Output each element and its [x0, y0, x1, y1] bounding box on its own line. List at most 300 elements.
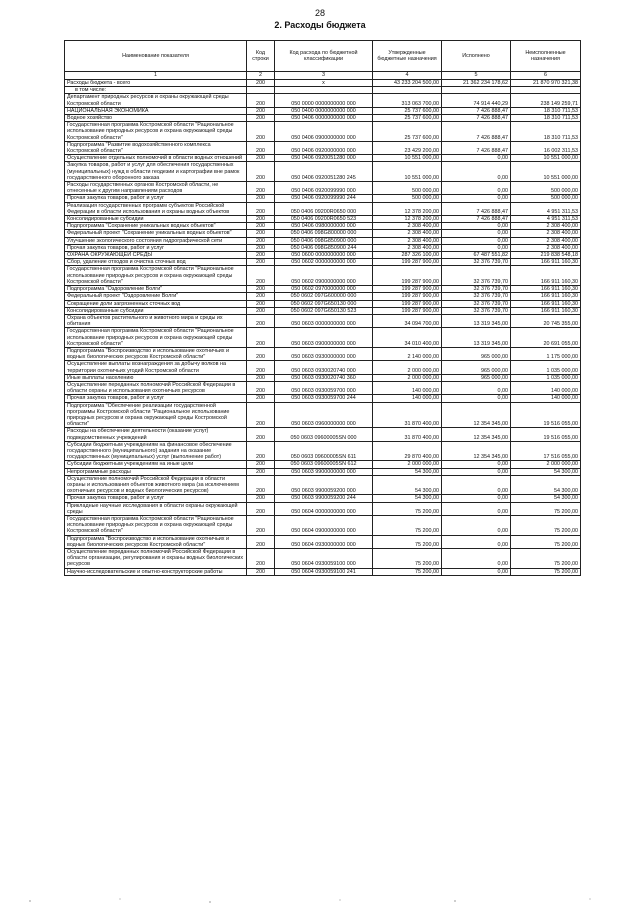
- cell-executed: 0,00: [442, 568, 511, 575]
- cell-unexecuted: 75 200,00: [511, 549, 581, 569]
- cell-class-code: 050 0603 09600005SN 612: [275, 461, 373, 468]
- cell-executed: 32 376 739,70: [442, 286, 511, 293]
- header-unexecuted: Неисполненные назначения: [511, 41, 581, 72]
- cell-executed: 74 914 440,29: [442, 94, 511, 107]
- cell-unexecuted: 219 838 548,18: [511, 252, 581, 259]
- cell-line-code: 200: [247, 223, 275, 230]
- cell-class-code: 050 0602 097G600000 000: [275, 293, 373, 300]
- cell-unexecuted: 75 200,00: [511, 535, 581, 548]
- table-row: [65, 230, 581, 237]
- cell-unexecuted: 4 951 311,53: [511, 216, 581, 223]
- table-row: [65, 374, 581, 381]
- cell-line-code: 200: [247, 230, 275, 237]
- cell-unexecuted: 166 911 160,30: [511, 307, 581, 314]
- cell-class-code: 050 0406 0920099990 244: [275, 195, 373, 202]
- cell-class-code: 050 0406 098G850900 244: [275, 244, 373, 251]
- cell-class-code: 050 0406 0980000000 000: [275, 223, 373, 230]
- cell-approved: 54 300,00: [373, 475, 442, 495]
- cell-approved: 25 737 600,00: [373, 115, 442, 122]
- cell-class-code: 050 0406 09200R0650 523: [275, 216, 373, 223]
- header-executed: Исполнено: [442, 41, 511, 72]
- cell-class-code: 050 0603 0000000000 000: [275, 314, 373, 327]
- table-row: [65, 155, 581, 162]
- cell-unexecuted: 2 308 400,00: [511, 230, 581, 237]
- cell-class-code: 050 0603 0930059700 244: [275, 395, 373, 402]
- cell-approved: 2 000 000,00: [373, 361, 442, 374]
- cell-line-code: 200: [247, 266, 275, 286]
- cell-unexecuted: 500 000,00: [511, 182, 581, 195]
- cell-line-code: 200: [247, 122, 275, 142]
- cell-unexecuted: 54 300,00: [511, 495, 581, 502]
- cell-name: Осуществление переданных полномочий Российской Федерации в области организации, регулирования и охраны водных биологических ресурсов: [65, 549, 247, 569]
- table-row: [65, 182, 581, 195]
- cell-approved: 287 326 100,00: [373, 252, 442, 259]
- cell-class-code: 050 0603 0930000000 000: [275, 347, 373, 360]
- cell-name: Прочая закупка товаров, работ и услуг: [65, 395, 247, 402]
- cell-class-code: 050 0406 09200R0650 000: [275, 202, 373, 215]
- cell-unexecuted: 1 035 000,00: [511, 374, 581, 381]
- table-row: [65, 107, 581, 114]
- section-title: 2. Расходы бюджета: [274, 20, 366, 30]
- cell-executed: 0,00: [442, 195, 511, 202]
- table-row: [65, 314, 581, 327]
- cell-executed: 0,00: [442, 155, 511, 162]
- cell-unexecuted: 166 911 160,30: [511, 266, 581, 286]
- cell-executed: 0,00: [442, 237, 511, 244]
- cell-class-code: [275, 87, 373, 94]
- table-row: [65, 381, 581, 394]
- cell-approved: 199 287 900,00: [373, 286, 442, 293]
- cell-executed: 12 354 345,00: [442, 402, 511, 428]
- cell-executed: 13 319 345,00: [442, 328, 511, 348]
- cell-line-code: 200: [247, 182, 275, 195]
- cell-name: Субсидии бюджетным учреждениям на финансовое обеспечение государственного (муниципального) задания на оказание государственных (муниципальных) услуг (выполнение работ): [65, 441, 247, 461]
- cell-name: Расходы бюджета - всего: [65, 80, 247, 87]
- cell-class-code: 050 0406 0000000000 000: [275, 115, 373, 122]
- cell-name: Сбор, удаление отходов и очистка сточных вод: [65, 259, 247, 266]
- cell-line-code: 200: [247, 244, 275, 251]
- cell-line-code: 200: [247, 202, 275, 215]
- cell-unexecuted: 140 000,00: [511, 395, 581, 402]
- cell-executed: 7 426 888,47: [442, 122, 511, 142]
- cell-executed: 32 376 739,70: [442, 293, 511, 300]
- page-number: 28: [314, 8, 325, 18]
- cell-unexecuted: 20 745 355,00: [511, 314, 581, 327]
- cell-line-code: 200: [247, 395, 275, 402]
- cell-class-code: 050 0000 0000000000 000: [275, 94, 373, 107]
- cell-line-code: 200: [247, 300, 275, 307]
- cell-class-code: 050 0406 0920051280 245: [275, 162, 373, 182]
- cell-unexecuted: 1 175 000,00: [511, 347, 581, 360]
- cell-approved: 199 287 900,00: [373, 300, 442, 307]
- cell-line-code: 200: [247, 307, 275, 314]
- cell-executed: 0,00: [442, 468, 511, 475]
- cell-executed: 0,00: [442, 549, 511, 569]
- table-row: [65, 495, 581, 502]
- cell-class-code: 050 0603 0960000000 000: [275, 402, 373, 428]
- cell-approved: 2 308 400,00: [373, 237, 442, 244]
- column-number: 1: [65, 72, 247, 80]
- header-line-code: Код строки: [247, 41, 275, 72]
- cell-line-code: 200: [247, 495, 275, 502]
- cell-class-code: 050 0603 0900000000 000: [275, 328, 373, 348]
- table-row: [65, 216, 581, 223]
- cell-name: Осуществление переданных полномочий Российской Федерации в области охраны и использования охотничьих ресурсов: [65, 381, 247, 394]
- cell-class-code: 050 0600 0000000000 000: [275, 252, 373, 259]
- cell-class-code: 050 0604 0930000000 000: [275, 535, 373, 548]
- cell-name: Охрана объектов растительного и животного мира и среды их обитания: [65, 314, 247, 327]
- cell-line-code: 200: [247, 516, 275, 536]
- table-row: [65, 94, 581, 107]
- scan-noise: [0, 895, 640, 905]
- cell-name: Сокращение доли загрязненных сточных вод: [65, 300, 247, 307]
- cell-class-code: x: [275, 80, 373, 87]
- cell-unexecuted: 18 310 711,53: [511, 115, 581, 122]
- cell-approved: 23 429 200,00: [373, 141, 442, 154]
- cell-executed: [442, 87, 511, 94]
- cell-executed: 0,00: [442, 182, 511, 195]
- table-row: [65, 535, 581, 548]
- column-number: 5: [442, 72, 511, 80]
- cell-unexecuted: 166 911 160,30: [511, 259, 581, 266]
- table-row: [65, 266, 581, 286]
- cell-executed: 32 376 739,70: [442, 259, 511, 266]
- cell-line-code: 200: [247, 162, 275, 182]
- cell-unexecuted: 1 035 000,00: [511, 361, 581, 374]
- table-row: [65, 122, 581, 142]
- table-row: [65, 328, 581, 348]
- cell-line-code: 200: [247, 361, 275, 374]
- cell-approved: 10 551 000,00: [373, 162, 442, 182]
- cell-line-code: 200: [247, 115, 275, 122]
- cell-unexecuted: 10 551 000,00: [511, 162, 581, 182]
- column-number: 2: [247, 72, 275, 80]
- cell-approved: 12 378 200,00: [373, 202, 442, 215]
- cell-name: Департамент природных ресурсов и охраны окружающей среды Костромской области: [65, 94, 247, 107]
- cell-executed: 12 354 345,00: [442, 441, 511, 461]
- cell-unexecuted: 166 911 160,30: [511, 286, 581, 293]
- table-row: [65, 259, 581, 266]
- cell-executed: 0,00: [442, 395, 511, 402]
- cell-approved: 31 870 400,00: [373, 402, 442, 428]
- cell-executed: 0,00: [442, 162, 511, 182]
- cell-unexecuted: [511, 87, 581, 94]
- cell-executed: 0,00: [442, 461, 511, 468]
- cell-approved: 75 200,00: [373, 502, 442, 515]
- table-row: [65, 202, 581, 215]
- cell-unexecuted: 54 300,00: [511, 468, 581, 475]
- table-row: [65, 80, 581, 87]
- cell-line-code: 200: [247, 80, 275, 87]
- cell-name: Подпрограмма "Воспроизводство и использование охотничьих и водных биологических ресурсов Костромской области": [65, 347, 247, 360]
- cell-line-code: 200: [247, 381, 275, 394]
- cell-line-code: 200: [247, 141, 275, 154]
- cell-name: Водное хозяйство: [65, 115, 247, 122]
- cell-line-code: 200: [247, 293, 275, 300]
- cell-unexecuted: 20 691 055,00: [511, 328, 581, 348]
- cell-class-code: 050 0406 098G800000 000: [275, 230, 373, 237]
- cell-name: в том числе:: [65, 87, 247, 94]
- cell-approved: 2 308 400,00: [373, 223, 442, 230]
- cell-line-code: 200: [247, 374, 275, 381]
- cell-line-code: 200: [247, 314, 275, 327]
- cell-executed: 0,00: [442, 244, 511, 251]
- column-number: 6: [511, 72, 581, 80]
- table-row: [65, 347, 581, 360]
- cell-class-code: 050 0603 09600005SN 611: [275, 441, 373, 461]
- cell-line-code: 200: [247, 468, 275, 475]
- table-row: [65, 461, 581, 468]
- cell-line-code: 200: [247, 107, 275, 114]
- cell-approved: 500 000,00: [373, 195, 442, 202]
- cell-approved: [373, 87, 442, 94]
- cell-class-code: 050 0406 098G850900 000: [275, 237, 373, 244]
- cell-executed: 7 426 888,47: [442, 216, 511, 223]
- table-row: [65, 402, 581, 428]
- cell-executed: 0,00: [442, 502, 511, 515]
- cell-approved: 199 287 900,00: [373, 266, 442, 286]
- cell-executed: 32 376 739,70: [442, 300, 511, 307]
- cell-line-code: 200: [247, 568, 275, 575]
- header-class-code: Код расхода по бюджетной классификации: [275, 41, 373, 72]
- cell-line-code: 200: [247, 535, 275, 548]
- cell-name: Государственная программа Костромской области "Рациональное использование природных ресурсов и охрана окружающей среды Костромской области": [65, 328, 247, 348]
- cell-class-code: 050 0604 0930059100 241: [275, 568, 373, 575]
- header-approved: Утвержденные бюджетные назначения: [373, 41, 442, 72]
- table-row: [65, 195, 581, 202]
- cell-name: Федеральный проект "Оздоровление Волги": [65, 293, 247, 300]
- table-row: [65, 441, 581, 461]
- cell-line-code: 200: [247, 502, 275, 515]
- cell-unexecuted: 18 310 711,53: [511, 122, 581, 142]
- cell-approved: 199 287 900,00: [373, 259, 442, 266]
- cell-approved: 2 000 000,00: [373, 374, 442, 381]
- cell-name: Государственная программа Костромской области "Рациональное использование природных ресурсов и охрана окружающей среды Костромской области": [65, 122, 247, 142]
- table-row: [65, 252, 581, 259]
- cell-name: Федеральный проект "Сохранение уникальных водных объектов": [65, 230, 247, 237]
- cell-name: Подпрограмма "Сохранение уникальных водных объектов": [65, 223, 247, 230]
- cell-approved: 75 200,00: [373, 549, 442, 569]
- cell-name: Подпрограмма "Оздоровление Волги": [65, 286, 247, 293]
- cell-name: НАЦИОНАЛЬНАЯ ЭКОНОМИКА: [65, 107, 247, 114]
- cell-unexecuted: 2 308 400,00: [511, 223, 581, 230]
- cell-line-code: 200: [247, 259, 275, 266]
- cell-executed: 67 487 551,82: [442, 252, 511, 259]
- cell-executed: 965 000,00: [442, 347, 511, 360]
- cell-name: Прочая закупка товаров, работ и услуг: [65, 495, 247, 502]
- cell-line-code: 200: [247, 94, 275, 107]
- cell-line-code: [247, 87, 275, 94]
- cell-unexecuted: 75 200,00: [511, 568, 581, 575]
- cell-unexecuted: 10 551 000,00: [511, 155, 581, 162]
- cell-approved: 500 000,00: [373, 182, 442, 195]
- cell-unexecuted: 16 002 311,53: [511, 141, 581, 154]
- table-row: [65, 162, 581, 182]
- table-row: [65, 502, 581, 515]
- cell-unexecuted: 18 310 711,53: [511, 107, 581, 114]
- table-row: [65, 300, 581, 307]
- cell-executed: 0,00: [442, 230, 511, 237]
- cell-executed: 21 362 234 178,62: [442, 80, 511, 87]
- cell-name: Прочая закупка товаров, работ и услуг: [65, 195, 247, 202]
- table-row: [65, 428, 581, 441]
- cell-executed: 0,00: [442, 535, 511, 548]
- cell-line-code: 200: [247, 441, 275, 461]
- cell-executed: 0,00: [442, 381, 511, 394]
- cell-executed: 0,00: [442, 495, 511, 502]
- cell-approved: 75 200,00: [373, 535, 442, 548]
- cell-class-code: 050 0603 09600005SN 000: [275, 428, 373, 441]
- cell-unexecuted: 75 200,00: [511, 516, 581, 536]
- cell-unexecuted: 19 516 055,00: [511, 402, 581, 428]
- cell-line-code: 200: [247, 549, 275, 569]
- cell-line-code: 200: [247, 252, 275, 259]
- cell-unexecuted: 140 000,00: [511, 381, 581, 394]
- cell-executed: 32 376 739,70: [442, 266, 511, 286]
- cell-line-code: 200: [247, 328, 275, 348]
- cell-approved: 75 200,00: [373, 568, 442, 575]
- cell-line-code: 200: [247, 402, 275, 428]
- table-row: [65, 286, 581, 293]
- cell-unexecuted: 2 000 000,00: [511, 461, 581, 468]
- column-number: 4: [373, 72, 442, 80]
- cell-approved: 34 094 700,00: [373, 314, 442, 327]
- table-row: [65, 87, 581, 94]
- cell-approved: 313 063 700,00: [373, 94, 442, 107]
- table-row: [65, 237, 581, 244]
- cell-unexecuted: 75 200,00: [511, 502, 581, 515]
- cell-executed: 965 000,00: [442, 361, 511, 374]
- cell-approved: 2 308 400,00: [373, 244, 442, 251]
- cell-class-code: 050 0603 0930059700 000: [275, 381, 373, 394]
- cell-executed: 0,00: [442, 516, 511, 536]
- cell-name: Осуществление полномочий Российской Федерации в области охраны и использования объектов животного мира (за исключением охотничьих ресурсов и водных биологических ресурсов): [65, 475, 247, 495]
- cell-name: Иные выплаты населению: [65, 374, 247, 381]
- table-row: [65, 115, 581, 122]
- table-body: [65, 80, 581, 576]
- table-row: [65, 468, 581, 475]
- column-number-row: [65, 72, 581, 80]
- cell-class-code: 050 0602 0000000000 000: [275, 259, 373, 266]
- cell-executed: 7 426 888,47: [442, 202, 511, 215]
- cell-unexecuted: 17 516 055,00: [511, 441, 581, 461]
- cell-unexecuted: 166 911 160,30: [511, 293, 581, 300]
- table-row: [65, 244, 581, 251]
- cell-unexecuted: 4 951 311,53: [511, 202, 581, 215]
- table-row: [65, 568, 581, 575]
- cell-class-code: 050 0602 0900000000 000: [275, 266, 373, 286]
- cell-line-code: 200: [247, 216, 275, 223]
- cell-executed: 7 426 888,47: [442, 115, 511, 122]
- cell-unexecuted: 2 308 400,00: [511, 237, 581, 244]
- table-row: [65, 361, 581, 374]
- cell-approved: 54 300,00: [373, 495, 442, 502]
- cell-approved: 25 737 600,00: [373, 107, 442, 114]
- cell-executed: 0,00: [442, 475, 511, 495]
- cell-class-code: 050 0604 0000000000 000: [275, 502, 373, 515]
- cell-executed: 7 426 888,47: [442, 141, 511, 154]
- cell-approved: 2 140 000,00: [373, 347, 442, 360]
- cell-line-code: 200: [247, 286, 275, 293]
- cell-executed: 13 319 345,00: [442, 314, 511, 327]
- cell-unexecuted: 166 911 160,30: [511, 300, 581, 307]
- cell-name: Субсидии бюджетным учреждениям на иные цели: [65, 461, 247, 468]
- header-row: [65, 41, 581, 72]
- table-row: [65, 516, 581, 536]
- cell-class-code: 050 0602 097G650130 000: [275, 300, 373, 307]
- cell-approved: 34 010 400,00: [373, 328, 442, 348]
- cell-unexecuted: 238 149 259,71: [511, 94, 581, 107]
- cell-name: Осуществление выплаты вознаграждения за добычу волков на территории охотничьих угодий Костромской области: [65, 361, 247, 374]
- cell-approved: 75 200,00: [373, 516, 442, 536]
- table-row: [65, 141, 581, 154]
- cell-name: Подпрограмма "Развитие водохозяйственного комплекса Костромской области": [65, 141, 247, 154]
- cell-name: Расходы государственных органов Костромской области, не отнесенные к другим направлениям расходов: [65, 182, 247, 195]
- cell-class-code: 050 0603 9900000000 000: [275, 468, 373, 475]
- cell-executed: 12 354 345,00: [442, 428, 511, 441]
- cell-unexecuted: 54 300,00: [511, 475, 581, 495]
- cell-name: Расходы на обеспечение деятельности (оказание услуг) подведомственных учреждений: [65, 428, 247, 441]
- cell-name: Осуществление отдельных полномочий в области водных отношений: [65, 155, 247, 162]
- cell-approved: 140 000,00: [373, 395, 442, 402]
- cell-name: ОХРАНА ОКРУЖАЮЩЕЙ СРЕДЫ: [65, 252, 247, 259]
- cell-class-code: 050 0406 0920051280 000: [275, 155, 373, 162]
- cell-class-code: 050 0603 9900059200 244: [275, 495, 373, 502]
- cell-name: Научно-исследовательские и опытно-конструкторские работы: [65, 568, 247, 575]
- cell-class-code: 050 0406 0920099990 000: [275, 182, 373, 195]
- cell-class-code: 050 0604 0930059100 000: [275, 549, 373, 569]
- expenditure-table: [64, 40, 581, 576]
- cell-approved: 140 000,00: [373, 381, 442, 394]
- cell-approved: 2 000 000,00: [373, 461, 442, 468]
- cell-line-code: 200: [247, 461, 275, 468]
- table-row: [65, 549, 581, 569]
- cell-approved: 43 233 204 500,00: [373, 80, 442, 87]
- cell-approved: 12 378 200,00: [373, 216, 442, 223]
- cell-class-code: 050 0603 0930020740 360: [275, 374, 373, 381]
- table-row: [65, 223, 581, 230]
- cell-name: Закупка товаров, работ и услуг для обеспечения государственных (муниципальных) нужд в области геодезии и картографии вне рамок государственного оборонного заказа: [65, 162, 247, 182]
- cell-line-code: 200: [247, 347, 275, 360]
- table-row: [65, 307, 581, 314]
- cell-name: Непрограммные расходы: [65, 468, 247, 475]
- header-name: Наименование показателя: [65, 41, 247, 72]
- cell-class-code: 050 0406 0900000000 000: [275, 122, 373, 142]
- cell-approved: 54 300,00: [373, 468, 442, 475]
- cell-approved: 2 308 400,00: [373, 230, 442, 237]
- cell-name: Прикладные научные исследования в области охраны окружающей среды: [65, 502, 247, 515]
- cell-approved: 25 737 600,00: [373, 122, 442, 142]
- table-row: [65, 395, 581, 402]
- cell-name: Улучшение экологического состояния гидрографической сети: [65, 237, 247, 244]
- cell-executed: 7 426 888,47: [442, 107, 511, 114]
- cell-executed: 965 000,00: [442, 374, 511, 381]
- cell-executed: 0,00: [442, 223, 511, 230]
- cell-name: Консолидированные субсидии: [65, 216, 247, 223]
- cell-class-code: 050 0604 0900000000 000: [275, 516, 373, 536]
- cell-executed: 32 376 739,70: [442, 307, 511, 314]
- cell-class-code: 050 0406 0920000000 000: [275, 141, 373, 154]
- cell-name: Подпрограмма "Обеспечение реализации государственной программы Костромской области "Рациональное использование природных ресурсов и охрана окружающей среды Костромской области": [65, 402, 247, 428]
- cell-approved: 10 551 000,00: [373, 155, 442, 162]
- table-row: [65, 293, 581, 300]
- cell-line-code: 200: [247, 475, 275, 495]
- cell-approved: 31 870 400,00: [373, 428, 442, 441]
- cell-line-code: 200: [247, 237, 275, 244]
- table-row: [65, 475, 581, 495]
- cell-approved: 29 870 400,00: [373, 441, 442, 461]
- cell-approved: 199 287 900,00: [373, 307, 442, 314]
